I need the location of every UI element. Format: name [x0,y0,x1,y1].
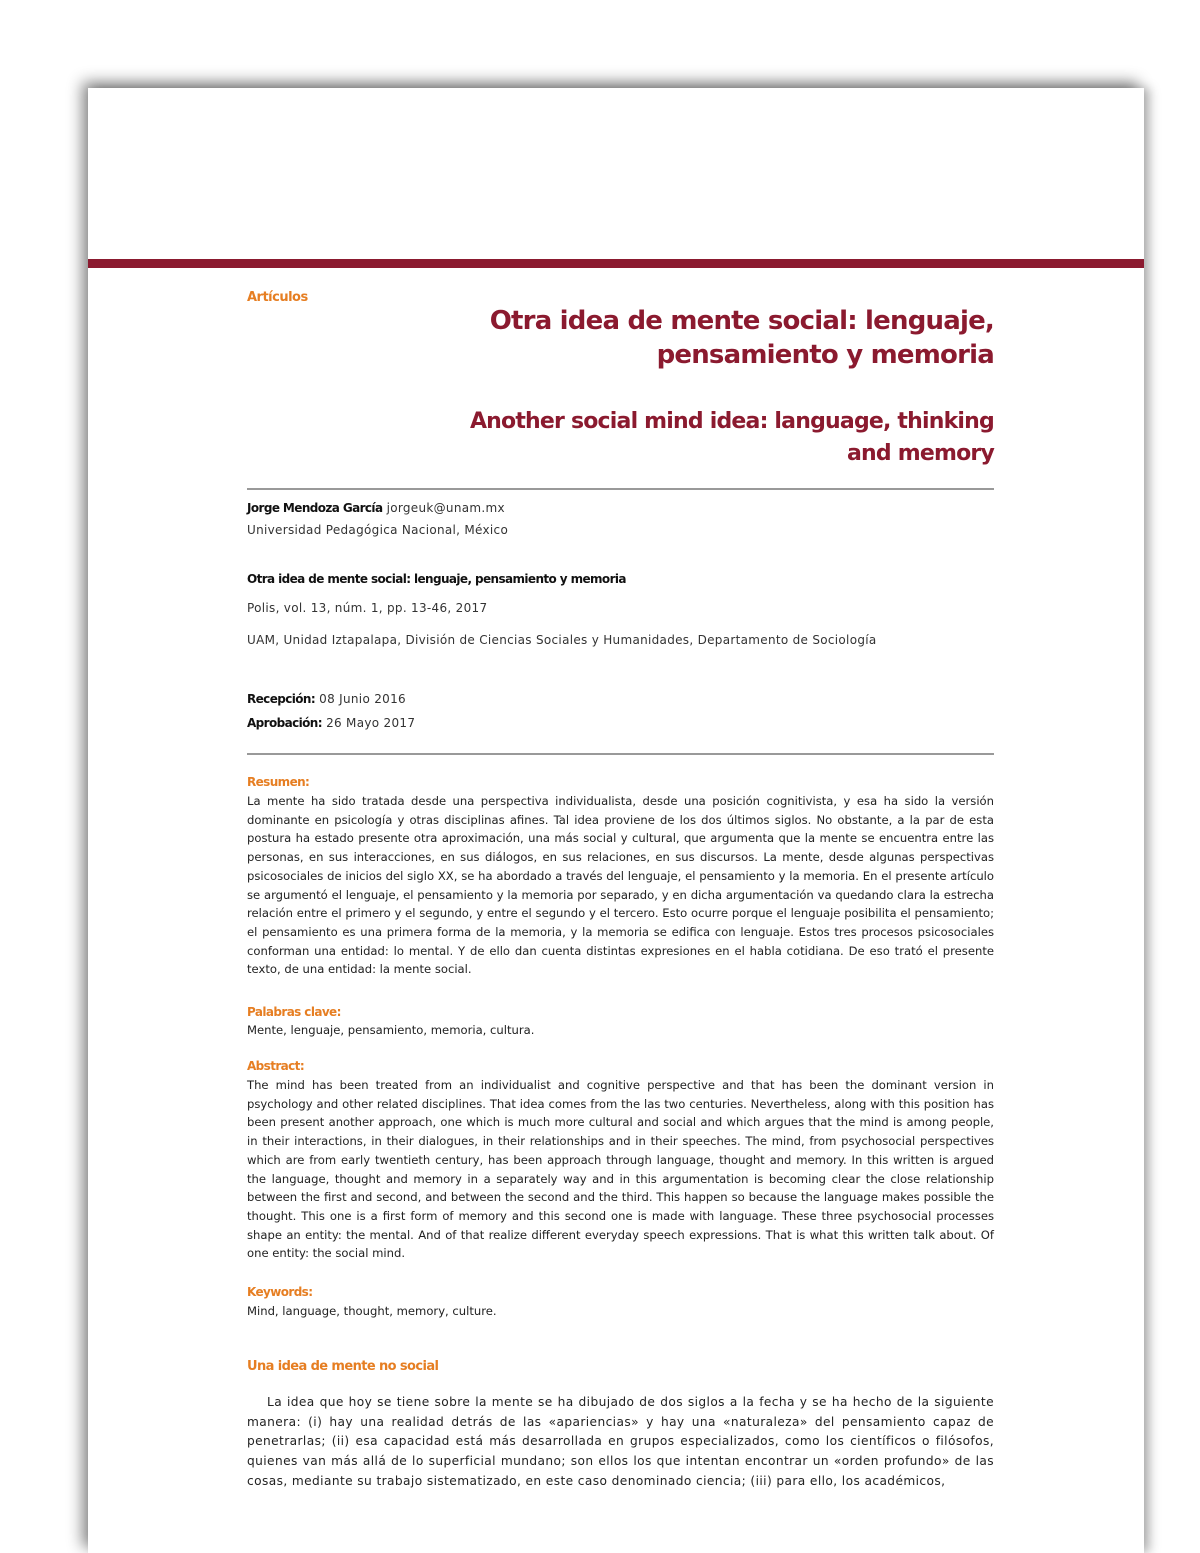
author-line [247,501,505,515]
resumen-heading: Resumen: [247,775,310,789]
resumen-text: La mente ha sido tratada desde una perspectiva individualista, desde una posición cognitivista, y esa ha sido la versión dominante en psicología y otras disciplinas afines. Tal idea proviene de los dos últimos siglos. No obstante, a la par de esta postura ha estado presente otra aproximación, una más social y cultural, que argumenta que la mente se encuentra entre las personas, en sus interacciones, en sus diálogos, en sus relaciones, en sus discursos. La mente, desde algunas perspectivas psicosociales de inicios del siglo XX, se ha abordado a través del lenguaje, el pensamiento y la memoria. En el presente artículo se argumentó el lenguaje, el pensamiento y la memoria por separado, y en dicha argumentación va quedando clara la estrecha relación entre el primero y el segundo, y entre el segundo y el tercero. Esto ocurre porque el lenguaje posibilita el pensamiento; el pensamiento es una primera forma de la memoria, y la memoria se edifica con lenguaje. Estos tres procesos psicosociales conforman una entidad: lo mental. Y de ello dan cuenta distintas expresiones en el habla cotidiana. De eso trató el presente texto, de una entidad: la mente social. [247,794,994,977]
approved-date: Aprobación: 26 Mayo 2017 [247,716,416,730]
abstract-text: The mind has been treated from an individualist and cognitive perspective and that has been the dominant version in psychology and other related disciplines. That idea comes from the las two centuries. Nevertheless, along with this position has been present another approach, one which is much more cultural and social and which argues that the mind is among people, in their interactions, in their dialogues, in their relationships and in their speeches. The mind, from psychosocial perspectives which are from early twentieth century, has been approach through language, thought and memory. In this written is argued the language, thought and memory in a separately way and in this argumentation is becoming clear the close relationship between the first and second, and between the second and the third. This happen so because the language makes possible the thought. This one is a first form of memory and this second one is made with language. These three psychosocial processes shape an entity: the mental. And of that realize different everyday speech expressions. That is what this written talk about. Of one entity: the social mind. [247,1078,994,1261]
divider [247,488,994,490]
keywords-heading: Keywords: [247,1285,313,1299]
citation-publisher: UAM, Unidad Iztapalapa, División de Ciencias Sociales y Humanidades, Departamento de Sociología [247,633,877,647]
title-english: Another social mind idea: language, thinking and memory [469,409,994,466]
header-bar [88,259,1144,268]
citation-journal: Polis, vol. 13, núm. 1, pp. 13-46, 2017 [247,601,488,615]
keywords-text: Mind, language, thought, memory, culture. [247,1304,497,1318]
abstract-heading: Abstract: [247,1059,305,1073]
palabras-clave-heading: Palabras clave: [247,1005,341,1019]
section-heading: Una idea de mente no social [247,1359,439,1374]
citation-title: Otra idea de mente social: lenguaje, pensamiento y memoria [247,572,626,586]
received-date: Recepción: 08 Junio 2016 [247,692,406,706]
author-email[interactable]: jorgeuk@unam.mx [386,501,505,515]
section-label: Artículos [247,290,308,305]
author-affiliation: Universidad Pedagógica Nacional, México [247,523,509,537]
author-name: Jorge Mendoza García [247,501,383,515]
document-page [88,88,1144,1553]
palabras-clave-text: Mente, lenguaje, pensamiento, memoria, cultura. [247,1023,535,1037]
divider [247,753,994,755]
title-spanish: Otra idea de mente social: lenguaje, pensamiento y memoria [489,306,994,370]
section-text: La idea que hoy se tiene sobre la mente se ha dibujado de dos siglos a la fecha y se ha hecho de la siguiente manera: (i) hay una realidad detrás de las «apariencias» y hay una «naturaleza» del pensamiento capaz de penetrarlas; (ii) esa capacidad está más desarrollada en grupos especializados, como los científicos o filósofos, quienes van más allá de lo superficial mundano; son ellos los que intentan encontrar un «orden profundo» de las cosas, mediante su trabajo sistematizado, en este caso denominado ciencia; (iii) para ello, los académicos, [247,1395,994,1488]
